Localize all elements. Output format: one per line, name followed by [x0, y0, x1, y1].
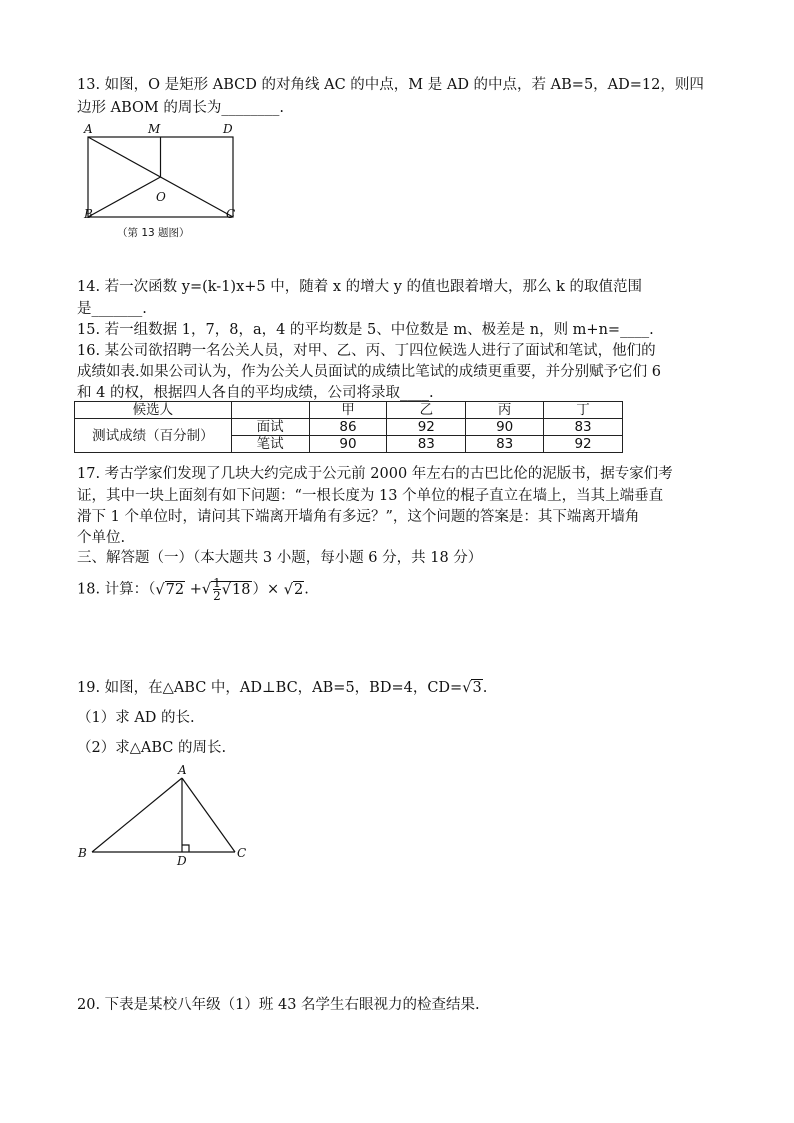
q14-line-2: 是_______. — [77, 301, 147, 317]
label-c: C — [226, 207, 236, 221]
q13-caption: （第 13 题图） — [117, 227, 190, 239]
label-m: M — [148, 122, 161, 136]
q14-line-1: 14. 若一次函数 y=(k-1)x+5 中，随着 x 的增大 y 的值也跟着增大，那么 k 的取值范围 — [77, 279, 643, 295]
q13-line-1: 13. 如图，O 是矩形 ABCD 的对角线 AC 的中点，M 是 AD 的中点，若 AB=5，AD=12，则四 — [77, 77, 704, 93]
q16-line-2: 成绩如表.如果公司认为，作为公关人员面试的成绩比笔试的成绩更重要，并分别赋予它们 6 — [77, 364, 661, 380]
q15-text: 15. 若一组数据 1，7，8，a，4 的平均数是 5、中位数是 m、极差是 n，则 m+n=____. — [77, 322, 654, 338]
table-cell: 92 — [544, 436, 623, 453]
q19-figure — [74, 764, 254, 870]
sqrt-2: √2 — [283, 581, 304, 598]
q16-score-table — [74, 401, 623, 453]
table-cell: 83 — [466, 436, 544, 453]
q19-sub2: （2）求△ABC 的周长. — [77, 740, 227, 756]
sqrt-3: √3 — [462, 680, 482, 696]
q19-sub1: （1）求 AD 的长. — [77, 710, 195, 726]
header-candidate: 丙 — [466, 402, 544, 419]
q13-line-2: 边形 ABOM 的周长为________. — [77, 100, 284, 116]
label-d: D — [223, 122, 233, 136]
table-cell: 90 — [309, 436, 387, 453]
header-candidate: 甲 — [309, 402, 387, 419]
q13-figure — [80, 120, 250, 242]
q17-line-1: 17. 考古学家们发现了几块大约完成于公元前 2000 年左右的古巴比伦的泥版书，据专家们考 — [77, 466, 673, 482]
q17-line-2: 证，其中一块上面刻有如下问题：“一根长度为 13 个单位的棍子直立在墙上，当其上端垂直 — [77, 488, 664, 504]
header-candidate-label: 候选人 — [75, 402, 232, 419]
label-b: B — [84, 207, 93, 221]
row-label: 面试 — [231, 419, 309, 436]
row-label: 笔试 — [231, 436, 309, 453]
label-d: D — [177, 854, 187, 868]
table-cell: 83 — [387, 436, 466, 453]
q16-line-1: 16. 某公司欲招聘一名公关人员，对甲、乙、丙、丁四位候选人进行了面试和笔试，他们的 — [77, 343, 656, 359]
table-cell: 86 — [309, 419, 387, 436]
label-a: A — [178, 764, 187, 777]
segment-bo — [88, 177, 161, 217]
label-o: O — [156, 190, 166, 204]
q19-line: 19. 如图，在△ABC 中，AD⊥BC，AB=5，BD=4，CD=√3. — [77, 680, 488, 696]
right-angle-mark — [182, 845, 189, 852]
q17-line-4: 个单位. — [77, 530, 126, 546]
table-cell: 90 — [466, 419, 544, 436]
header-candidate: 丁 — [544, 402, 623, 419]
label-b: B — [78, 846, 87, 860]
q18-expression: 18. 计算：（√72 +√ $\frac{1}{2}$ √18 ）× √2. — [77, 576, 309, 603]
q18-close: ）× — [252, 581, 284, 598]
header-blank — [231, 402, 309, 419]
q16-line-3: 和 4 的权，根据四人各自的平均成绩，公司将录取____. — [77, 385, 434, 401]
q19-prefix: 19. 如图，在△ABC 中，AD⊥BC，AB=5，BD=4，CD= — [77, 680, 463, 696]
score-group-label: 测试成绩（百分制） — [75, 419, 232, 453]
q20-text: 20. 下表是某校八年级（1）班 43 名学生右眼视力的检查结果. — [77, 997, 480, 1013]
section-3-title: 三、解答题（一）（本大题共 3 小题，每小题 6 分，共 18 分） — [77, 550, 483, 566]
sqrt-72: √72 — [155, 581, 185, 598]
table-row — [75, 419, 623, 436]
header-candidate: 乙 — [387, 402, 466, 419]
table-cell: 92 — [387, 419, 466, 436]
q18-prefix: 18. 计算：（ — [77, 581, 156, 598]
segment-ab — [92, 778, 182, 852]
sqrt-half-sqrt-18: √ $\frac{1}{2}$ √18 — [201, 576, 251, 603]
label-a: A — [84, 122, 93, 136]
table-cell: 83 — [544, 419, 623, 436]
label-c: C — [237, 846, 247, 860]
table-header-row — [75, 402, 623, 419]
segment-ac — [182, 778, 235, 852]
q17-line-3: 滑下 1 个单位时，请问其下端离开墙角有多远？”，这个问题的答案是：其下端离开墙角 — [77, 509, 640, 525]
q18-plus: + — [185, 581, 202, 598]
